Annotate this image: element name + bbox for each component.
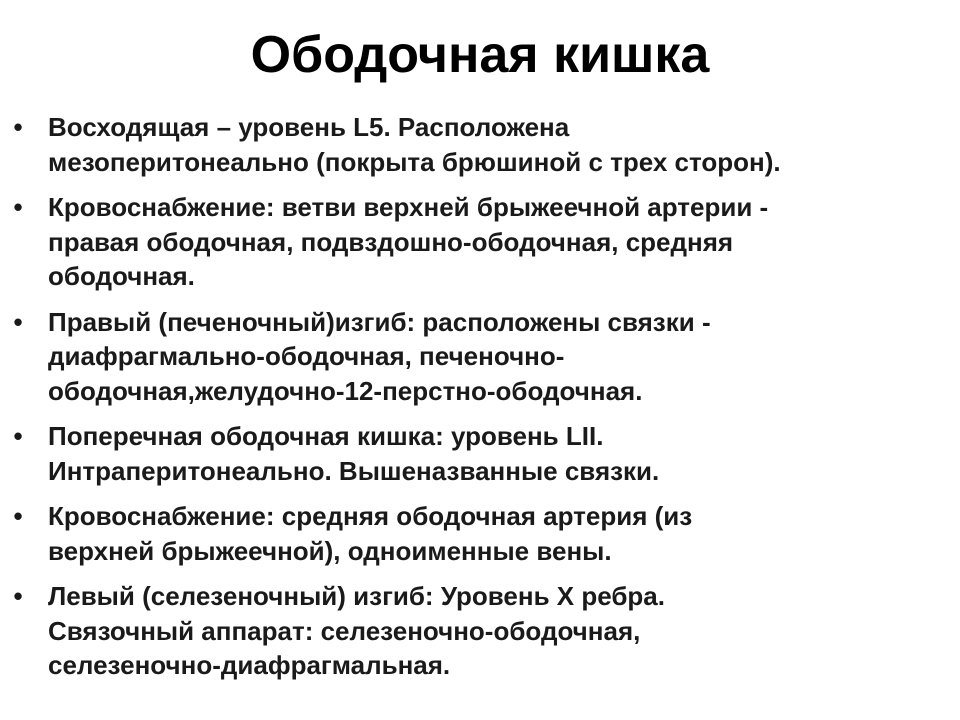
bullet-dot-icon: • <box>13 112 23 142</box>
bullet-line: Левый (селезеночный) изгиб: Уровень X ребра. <box>48 581 665 611</box>
bullet-dot-icon: • <box>13 581 23 611</box>
bullet-item <box>0 110 960 179</box>
bullet-line: правая ободочная, подвздошно-ободочная, средняя <box>48 226 734 257</box>
bullet-line: верхней брыжеечной), одноименные вены. <box>48 535 612 566</box>
bullet-dot-icon: • <box>13 192 23 222</box>
bullet-line: Интраперитонеально. Вышеназванные связки. <box>48 455 660 486</box>
bullet-line: Поперечная ободочная кишка: уровень LII. <box>48 421 604 451</box>
bullet-line: Восходящая – уровень L5. Расположена <box>48 112 570 142</box>
bullet-item <box>0 579 960 683</box>
slide-title: Ободочная кишка <box>250 26 710 84</box>
bullet-line: Кровоснабжение: ветви верхней брыжеечной артерии - <box>48 192 769 222</box>
bullet-item <box>0 190 960 294</box>
bullet-dot-icon: • <box>13 501 23 531</box>
bullet-item <box>0 305 960 409</box>
bullet-line: Кровоснабжение: средняя ободочная артерия (из <box>48 501 693 531</box>
bullet-line: селезеночно-диафрагмальная. <box>48 650 451 680</box>
bullet-line: мезоперитонеально (покрыта брюшиной с трех сторон). <box>48 146 781 177</box>
bullet-line: ободочная. <box>48 261 195 291</box>
bullet-line: диафрагмально-ободочная, печеночно- <box>48 341 565 371</box>
bullet-line: Правый (печеночный)изгиб: расположены связки - <box>48 306 711 337</box>
bullet-line: ободочная,желудочно-12-перстно-ободочная. <box>48 375 643 406</box>
bullet-dot-icon: • <box>13 421 23 451</box>
bullet-list <box>0 110 960 694</box>
bullet-line: Связочный аппарат: селезеночно-ободочная, <box>48 615 641 646</box>
bullet-item <box>0 419 960 488</box>
bullet-item <box>0 499 960 568</box>
bullet-dot-icon: • <box>13 306 23 337</box>
